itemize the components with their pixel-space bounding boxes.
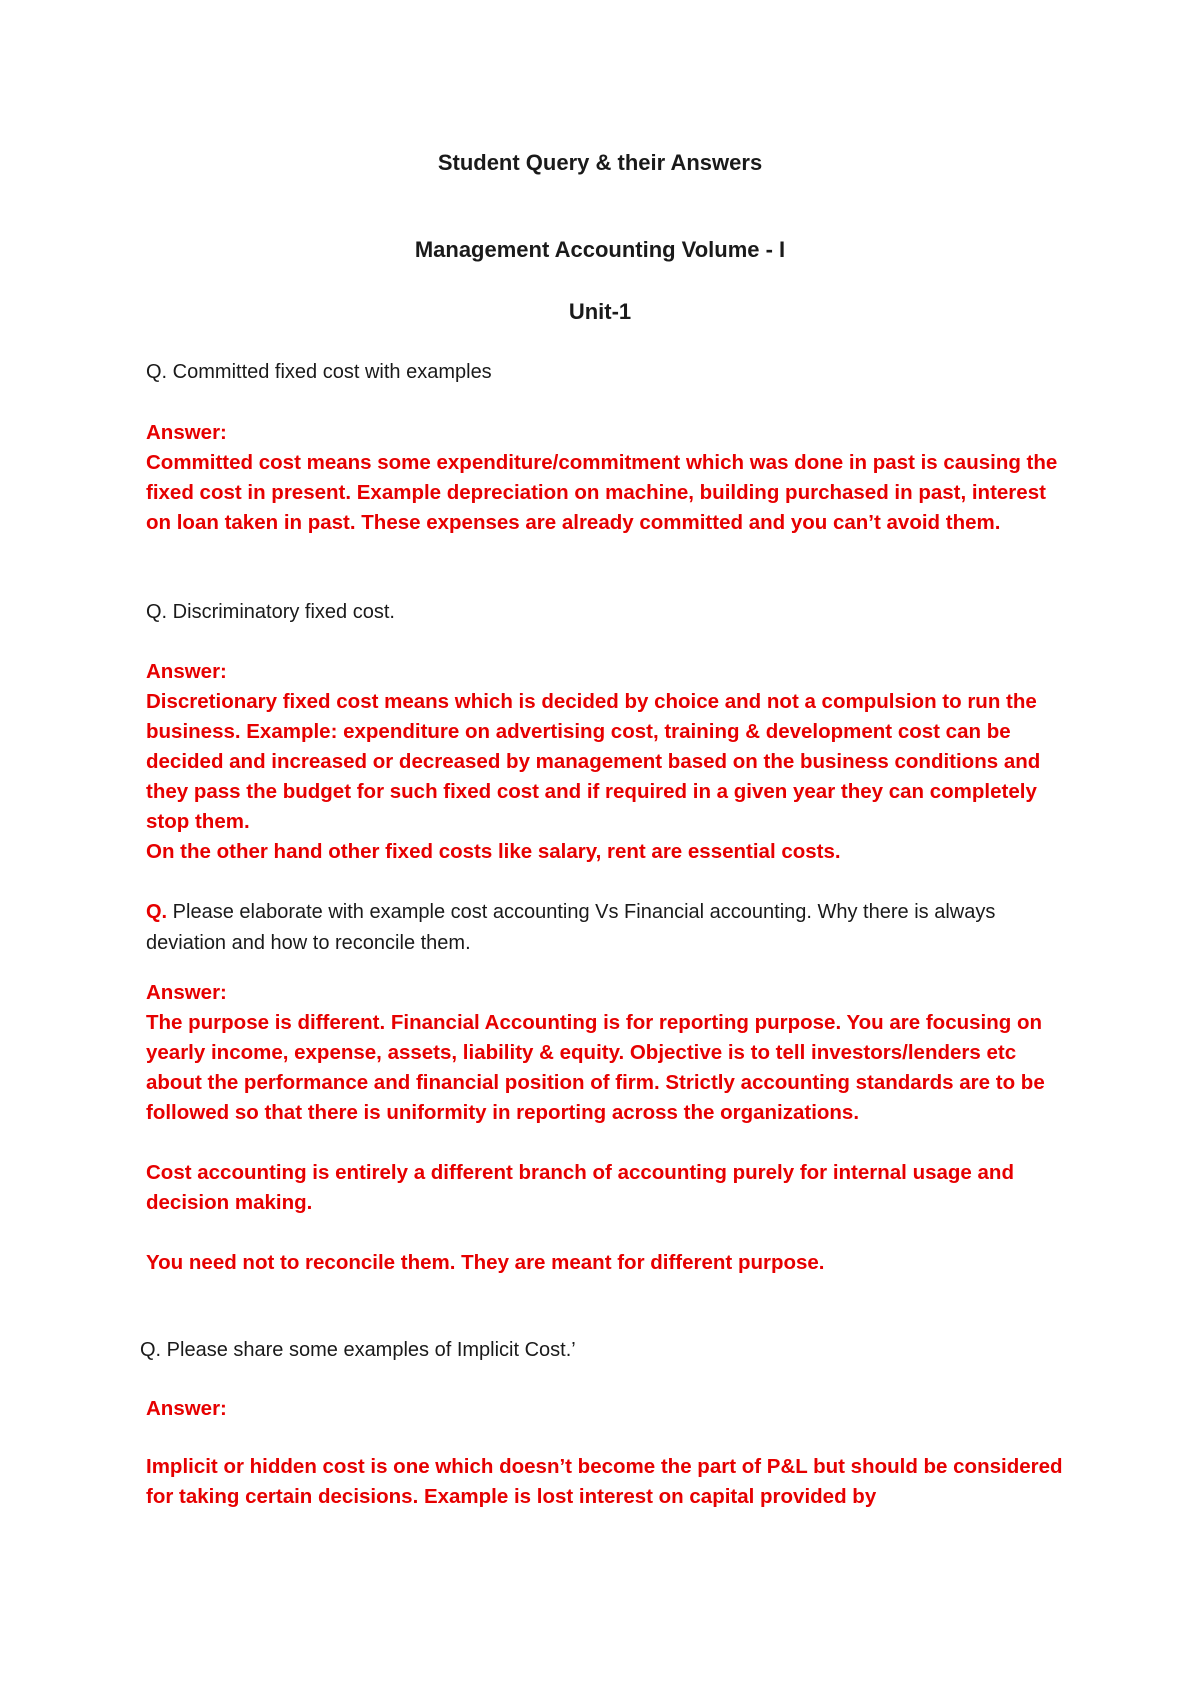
answer-paragraph: The purpose is different. Financial Accounting is for reporting purpose. You are focusing on yearly income, expense, assets, liability & equity. Objective is to tell investors/lenders etc about the performance and financial position of firm. Strictly accounting standards are to be followed so that there is uniformity in reporting across the organizations.	[146, 1011, 1045, 1124]
answer-paragraph: Implicit or hidden cost is one which doesn’t become the part of P&L but should be considered for taking certain decisions. Example is lost interest on capital provided by	[146, 1455, 1063, 1508]
unit-heading: Unit-1	[568, 299, 632, 324]
document-title: Student Query & their Answers	[437, 150, 763, 175]
question-2	[146, 597, 1066, 628]
answer-paragraph: Cost accounting is entirely a different branch of accounting purely for internal usage and decision making.	[146, 1161, 1014, 1214]
question-prefix: Q.	[146, 361, 168, 383]
answer-2	[146, 657, 1076, 867]
question-3	[146, 897, 1066, 959]
answer-paragraph: Discretionary fixed cost means which is decided by choice and not a compulsion to run the business. Example: expenditure on advertising cost, training & development cost can be decided and increased or decreased by management based on the business conditions and they pass the budget for such fixed cost and if required in a given year they can completely stop them.	[146, 690, 1041, 833]
question-text: Please share some examples of Implicit Cost.’	[161, 1339, 576, 1361]
question-prefix: Q.	[146, 601, 168, 623]
answer-3	[146, 978, 1076, 1278]
answer-paragraph: You need not to reconcile them. They are meant for different purpose.	[146, 1251, 825, 1274]
answer-label: Answer:	[146, 981, 227, 1004]
answer-label: Answer:	[146, 421, 227, 444]
question-text: Committed fixed cost with examples	[167, 361, 492, 383]
answer-label: Answer:	[146, 1397, 227, 1420]
answer-4	[146, 1394, 1076, 1512]
question-4	[140, 1335, 1060, 1366]
document-subtitle: Management Accounting Volume - I	[414, 237, 786, 262]
question-text: Please elaborate with example cost accounting Vs Financial accounting. Why there is always deviation and how to reconcile them.	[146, 901, 996, 954]
question-prefix: Q.	[146, 901, 168, 923]
question-1	[146, 357, 1066, 388]
answer-paragraph: Committed cost means some expenditure/commitment which was done in past is causing the fixed cost in present. Example depreciation on machine, building purchased in past, interest on loan taken in past. These expenses are already committed and you can’t avoid them.	[146, 451, 1058, 534]
answer-label: Answer:	[146, 660, 227, 683]
question-text: Discriminatory fixed cost.	[167, 601, 395, 623]
question-prefix: Q.	[140, 1339, 162, 1361]
answer-paragraph: On the other hand other fixed costs like salary, rent are essential costs.	[146, 840, 841, 863]
answer-1	[146, 418, 1076, 538]
